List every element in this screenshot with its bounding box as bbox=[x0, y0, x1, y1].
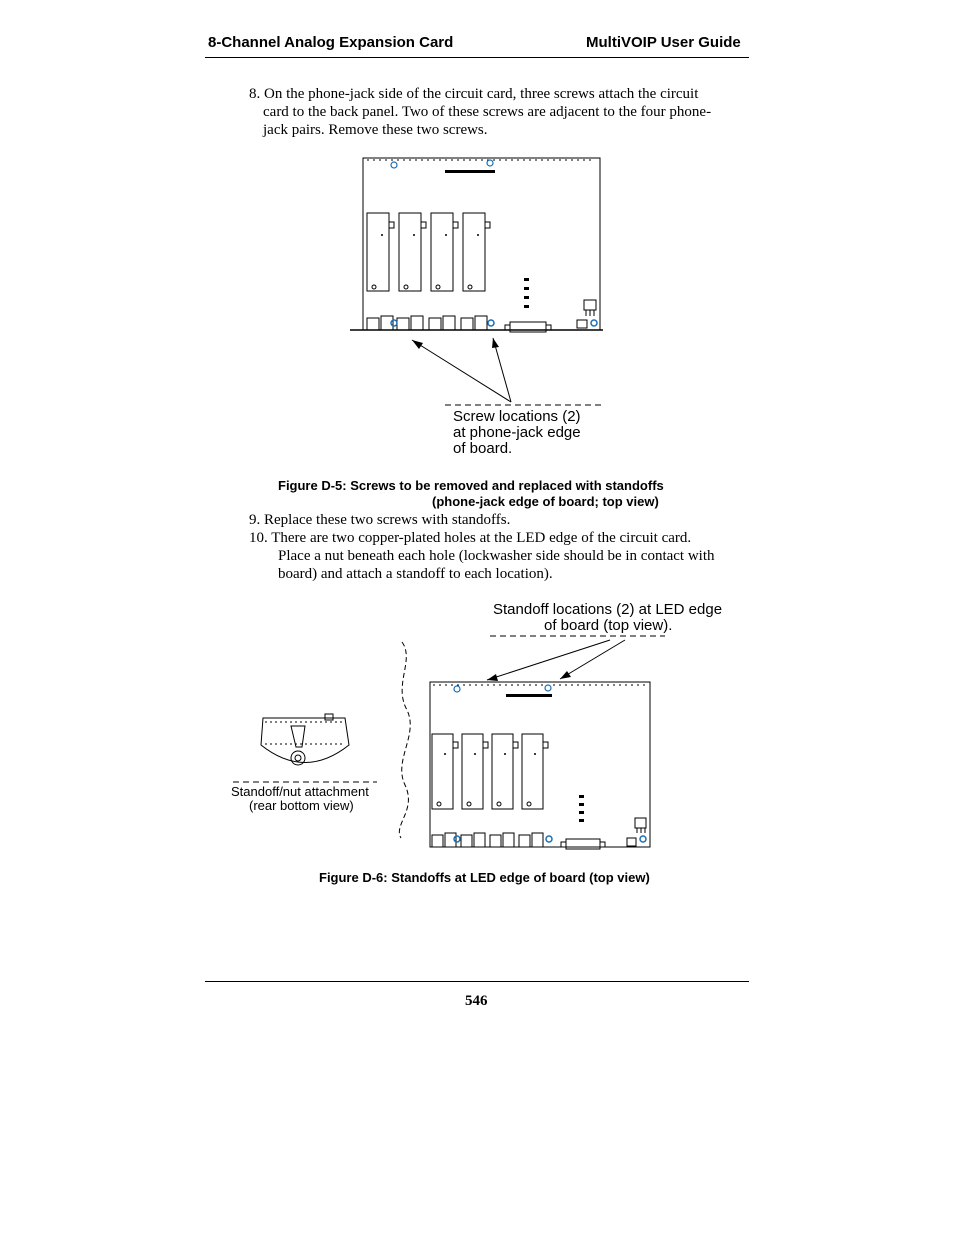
header-rule bbox=[205, 57, 749, 58]
header-title-left: 8-Channel Analog Expansion Card bbox=[208, 34, 454, 51]
step-10-line-2: Place a nut beneath each hole (lockwasher side should be in contact with bbox=[278, 548, 715, 564]
figure-d6-callout-line-2: of board (top view). bbox=[544, 617, 673, 634]
step-9: 9. Replace these two screws with standoffs. bbox=[249, 512, 511, 528]
step-8-line-2: card to the back panel. Two of these screws are adjacent to the four phone- bbox=[263, 104, 712, 120]
figure-d6-inset-label-line-1: Standoff/nut attachment bbox=[231, 784, 369, 799]
step-8-line-1: 8. On the phone-jack side of the circuit card, three screws attach the circuit bbox=[249, 86, 699, 102]
figure-d5-callout-line-1: Screw locations (2) bbox=[453, 408, 581, 425]
figure-d6-callout-line-1: Standoff locations (2) at LED edge bbox=[493, 601, 723, 618]
figure-d5-board-illustration bbox=[345, 150, 610, 410]
page-number: 546 bbox=[465, 993, 488, 1009]
figure-d5-caption-line-1: Figure D-5: Screws to be removed and replaced with standoffs bbox=[278, 478, 664, 493]
footer-rule bbox=[205, 981, 749, 982]
figure-d6-board-illustration bbox=[225, 630, 665, 860]
figure-d5-caption-line-2: (phone-jack edge of board; top view) bbox=[432, 494, 659, 509]
figure-d6-caption: Figure D-6: Standoffs at LED edge of board (top view) bbox=[319, 870, 650, 885]
figure-d5-callout-line-3: of board. bbox=[453, 440, 513, 457]
figure-d5-callout-line-2: at phone-jack edge bbox=[453, 424, 581, 441]
step-10-line-3: board) and attach a standoff to each location). bbox=[278, 566, 553, 582]
step-8-line-3: jack pairs. Remove these two screws. bbox=[263, 122, 488, 138]
header-title-right: MultiVOIP User Guide bbox=[586, 34, 741, 51]
figure-d6-inset-label-line-2: (rear bottom view) bbox=[249, 798, 354, 813]
step-10-line-1: 10. There are two copper-plated holes at the LED edge of the circuit card. bbox=[249, 530, 692, 546]
